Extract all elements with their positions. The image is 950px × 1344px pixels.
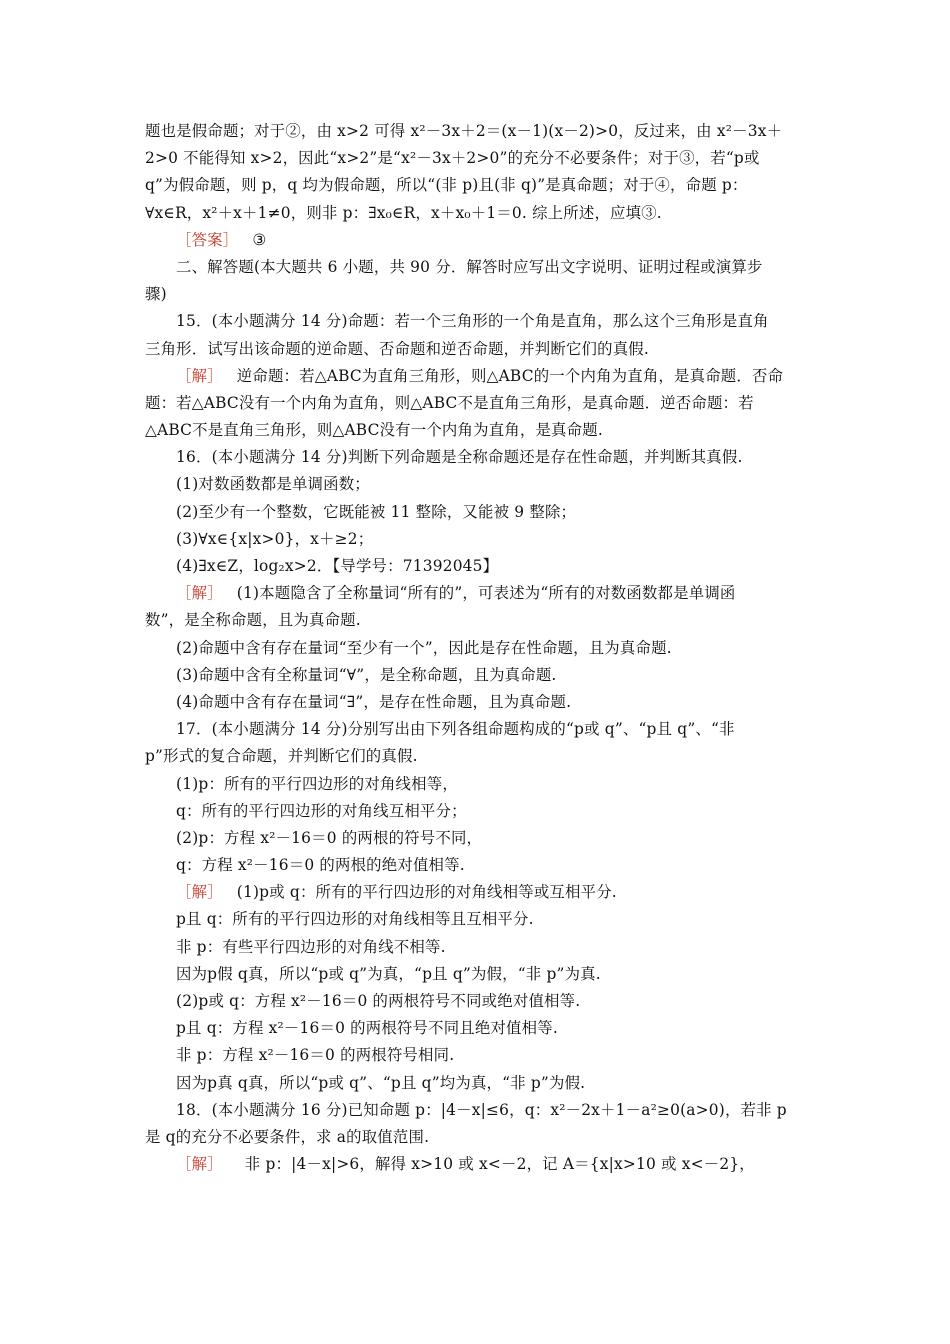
solution-tag: ［解］ (176, 1155, 223, 1174)
solution-15-cont: 题：若△ABC没有一个内角为直角，则△ABC不是直角三角形，是真命题．逆否命题：若 (145, 393, 754, 412)
text-line: 题也是假命题；对于②，由 x>2 可得 x²－3x＋2＝(x－1)(x－2)>0，反过来，由 x²－3x＋ (145, 122, 783, 140)
solution-17-item: 因为p假 q真，所以“p或 q”为真，“p且 q”为假，“非 p”为真. (176, 964, 601, 983)
question-17-item: (1)p：所有的平行四边形的对角线相等， (176, 774, 458, 793)
answer-tag: ［答案］ (176, 230, 239, 249)
text-line: ∀x∈R，x²＋x＋1≠0，则非 p：∃x₀∈R，x＋x₀＋1＝0. 综上所述，应填③. (145, 203, 662, 222)
question-16-item: (2)至少有一个整数，它既能被 11 整除，又能被 9 整除； (176, 502, 577, 521)
solution-17-item: p且 q：所有的平行四边形的对角线相等且互相平分. (176, 910, 534, 929)
section-header-cont: 骤) (145, 285, 167, 304)
solution-text: 非 p：|4－x|>6，解得 x>10 或 x<－2，记 A＝{x|x>10 或 x<－2}， (244, 1155, 755, 1174)
question-16-item: (4)∃x∈Z，log₂x>2．【导学号：71392045】 (176, 557, 499, 575)
solution-17-item: 因为p真 q真，所以“p或 q”、“p且 q”均为真，“非 p”为假. (176, 1073, 586, 1092)
solution-text: (1)p或 q：所有的平行四边形的对角线相等或互相平分. (236, 883, 617, 902)
solution-17-item: p且 q：方程 x²－16＝0 的两根符号不同且绝对值相等. (176, 1019, 558, 1038)
solution-text: (1)本题隐含了全称量词“所有的”，可表述为“所有的对数函数都是单调函 (236, 584, 736, 603)
solution-tag: ［解］ (176, 584, 223, 603)
answer-line (145, 227, 810, 254)
question-17-item: q：所有的平行四边形的对角线互相平分； (176, 801, 467, 820)
question-16: 16．(本小题满分 14 分)判断下列命题是全称命题还是存在性命题，并判断其真假. (176, 448, 743, 467)
question-17-cont: p”形式的复合命题，并判断它们的真假. (145, 747, 418, 766)
question-18: 18．(本小题满分 16 分)已知命题 p：|4－x|≤6，q：x²－2x＋1－a²≥0(a>0)，若非 p (176, 1100, 787, 1119)
solution-16-item: (2)命题中含有存在量词“至少有一个”，因此是存在性命题，且为真命题. (176, 638, 672, 657)
solution-17 (145, 879, 810, 906)
solution-text: 逆命题：若△ABC为直角三角形，则△ABC的一个内角为直角，是真命题．否命 (236, 366, 784, 385)
question-17: 17．(本小题满分 14 分)分别写出由下列各组命题构成的“p或 q”、“p且 q”、“非 (176, 720, 735, 739)
solution-15 (145, 363, 810, 390)
question-17-item: q：方程 x²－16＝0 的两根的绝对值相等. (176, 856, 465, 875)
solution-17-item: 非 p：方程 x²－16＝0 的两根符号相同. (176, 1046, 455, 1065)
question-18-cont: 是 q的充分不必要条件，求 a的取值范围. (145, 1127, 430, 1146)
section-header: 二、解答题(本大题共 6 小题，共 90 分．解答时应写出文字说明、证明过程或演算步 (176, 257, 763, 276)
question-15-cont: 三角形．试写出该命题的逆命题、否命题和逆否命题，并判断它们的真假. (145, 339, 649, 358)
solution-tag: ［解］ (176, 883, 223, 902)
solution-16 (145, 580, 810, 607)
question-16-item: (1)对数函数都是单调函数； (176, 475, 370, 494)
solution-16-item: (4)命题中含有存在量词“∃”，是存在性命题，且为真命题. (176, 692, 572, 711)
document-page (145, 118, 810, 1178)
question-16-item: (3)∀x∈{x|x>0}，x＋≥2； (176, 529, 374, 548)
answer-value: ③ (252, 230, 267, 249)
solution-16-cont: 数”，是全称命题，且为真命题. (145, 611, 361, 630)
solution-17-item: (2)p或 q：方程 x²－16＝0 的两根符号不同或绝对值相等. (176, 992, 581, 1010)
solution-tag: ［解］ (176, 366, 223, 385)
question-17-item: (2)p：方程 x²－16＝0 的两根的符号不同， (176, 828, 483, 847)
solution-18 (145, 1151, 810, 1178)
text-line: 2>0 不能得知 x>2，因此“x>2”是“x²－3x＋2>0”的充分不必要条件；对于③，若“p或 (145, 149, 760, 168)
question-15: 15．(本小题满分 14 分)命题：若一个三角形的一个角是直角，那么这个三角形是直角 (176, 312, 769, 331)
text-line: q”为假命题，则 p，q 均为假命题，所以“(非 p)且(非 q)”是真命题；对于④，命题 p： (145, 176, 748, 195)
solution-16-item: (3)命题中含有全称量词“∀”，是全称命题，且为真命题. (176, 665, 557, 684)
solution-15-cont: △ABC不是直角三角形，则△ABC没有一个内角为直角，是真命题. (145, 421, 603, 440)
solution-17-item: 非 p：有些平行四边形的对角线不相等. (176, 937, 446, 956)
